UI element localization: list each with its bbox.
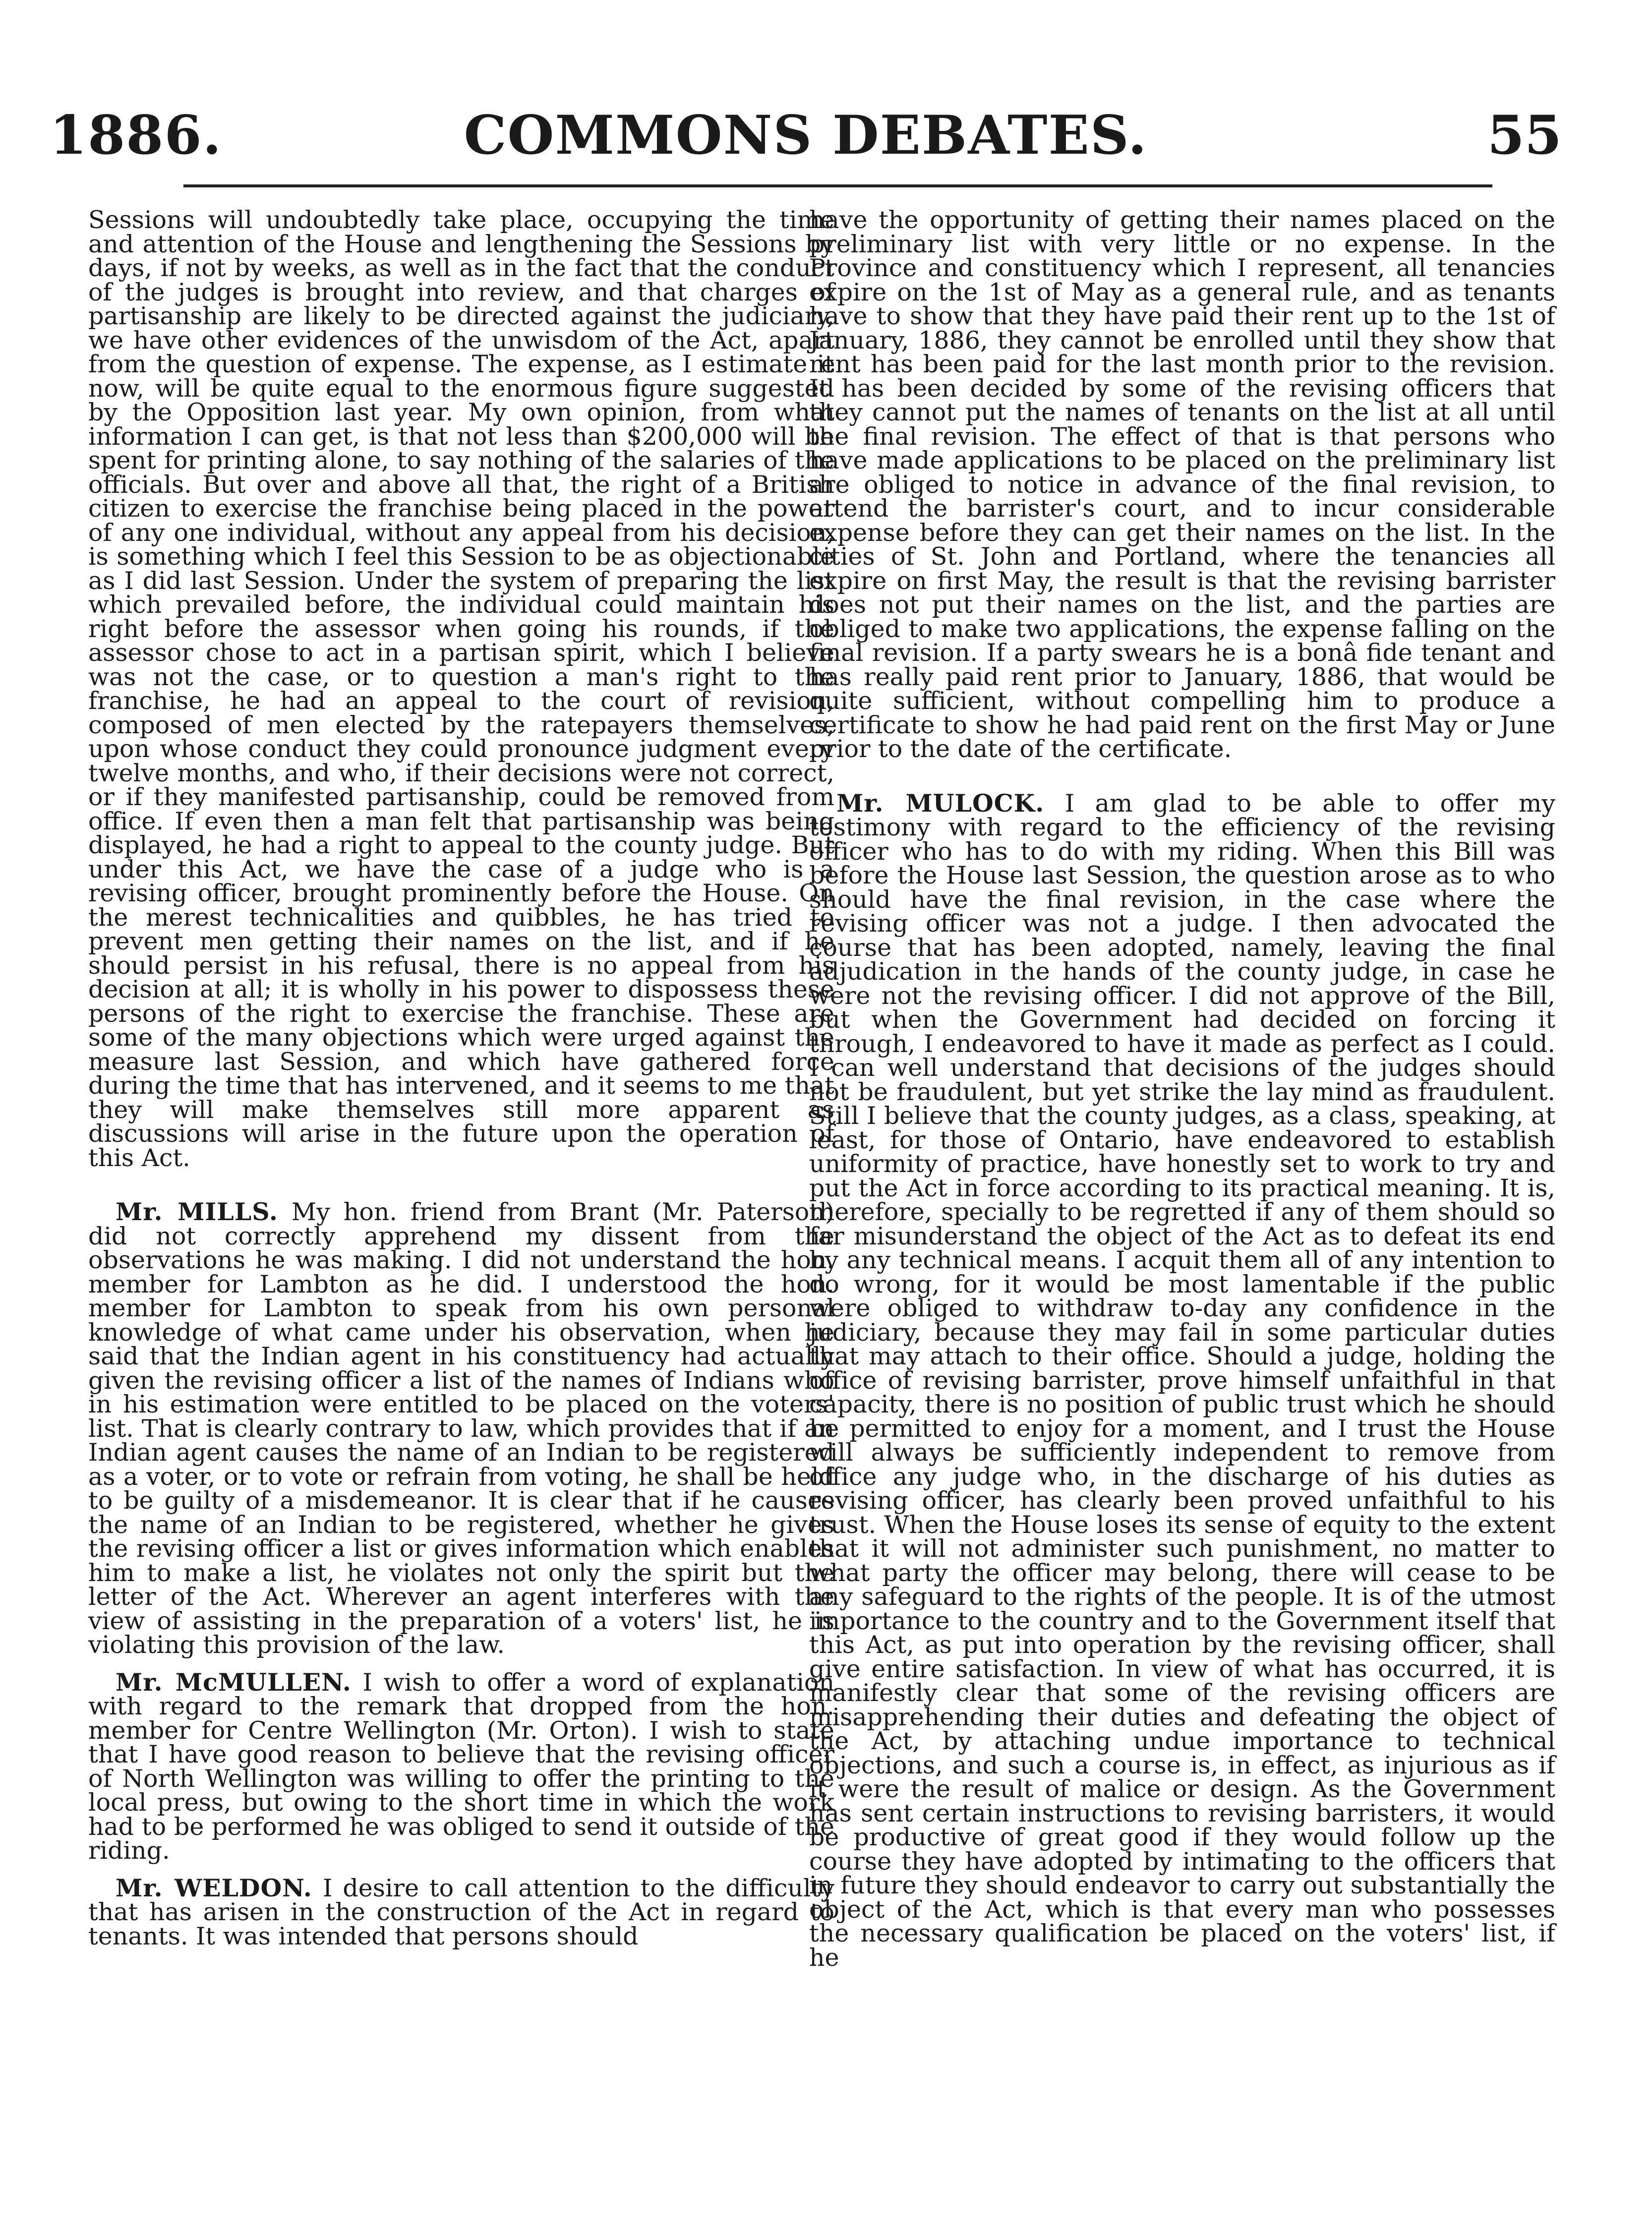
paragraph-mulock xyxy=(809,788,1556,1972)
header-year: 1886. xyxy=(50,104,223,167)
speech-text: I wish to offer a word of explanation with regard to the remark that dropped from the hon. member for Centre Wellington (Mr. Orton). I wish to state that I have good reason to believe that the revising officer of North Wellington was willing to offer the printing to the local press, but owing to the short time in which the work had to be performed he was obliged to send it outside of the riding. xyxy=(88,1668,834,1865)
header-title: COMMONS DEBATES. xyxy=(464,104,1148,167)
paragraph-mcmullen xyxy=(88,1667,834,1865)
left-column xyxy=(88,208,834,1961)
speech-text: I desire to call attention to the difficulty that has arisen in the construction of the Act in regard to tenants. It was intended that persons should xyxy=(88,1874,835,1950)
speaker-name: Mr. MILLS. xyxy=(116,1197,278,1226)
paragraph-weldon xyxy=(88,1873,835,1950)
header-rule xyxy=(183,184,1492,187)
paragraph-continuation: Sessions will undoubtedly take place, occupying the time and attention of the House and lengthening the Sessions by days, if not by weeks, as well as in the fact that the conduct of the judges is brought into review, and that charges of partisanship are likely to be directed against the judiciary, we have other evidences of the unwisdom of the Act, apart from the question of expense. The expense, as I estimate it now, will be quite equal to the enormous figure suggested by the Opposition last year. My own opinion, from what information I can get, is that not less than $200,000 will be spent for printing alone, to say nothing of the salaries of the officials. But over and above all that, the right of a British citizen to exercise the franchise being placed in the power of any one individual, without any appeal from his decision, is something which I feel this Session to be as objectionable as I did last Session. Under the system of preparing the list which prevailed before, the individual could maintain his right before the assessor when going his rounds, if the assessor chose to act in a partisan spirit, which I believe was not the case, or to question a man's right to the franchise, he had an appeal to the court of revision, composed of men elected by the ratepayers themselves, upon whose conduct they could pronounce judgment every twelve months, and who, if their decisions were not correct, or if they manifested partisanship, could be removed from office. If even then a man felt that partisanship was being displayed, he had a right to appeal to the county judge. But under this Act, we have the case of a judge who is a revising officer, brought prominently before the House. On the merest technicalities and quibbles, he has tried to prevent men getting their names on the list, and if he should persist in his refusal, there is no appeal from his decision at all; it is wholly in his power to dispossess these persons of the right to exercise the franchise. These are some of the many objections which were urged against the measure last Session, and which have gathered force during the time that has intervened, and it seems to me that they will make themselves still more apparent as discussions will arise in the future upon the operation of this Act. xyxy=(88,206,834,1172)
header-page-number: 55 xyxy=(1487,104,1562,167)
speaker-name: Mr. WELDON. xyxy=(116,1873,312,1902)
speaker-name: Mr. McMULLEN. xyxy=(116,1667,352,1697)
speech-text: My hon. friend from Brant (Mr. Paterson) did not correctly apprehend my dissent from the observations he was making. I did not understand the hon. member for Lambton as he did. I understood the hon. member for Lambton to speak from his own personal knowledge of what came under his observation, when he said that the Indian agent in his constituency had actually given the revising officer a list of the names of Indians who in his estimation were entitled to be placed on the voters' list. That is clearly contrary to law, which provides that if an Indian agent causes the name of an Indian to be registered as a voter, or to vote or refrain from voting, he shall be held to be guilty of a misdemeanor. It is clear that if he causes the name of an Indian to be registered, whether he gives the revising officer a list or gives information which enables him to make a list, he violates not only the spirit but the letter of the Act. Wherever an agent interferes with the view of assisting in the preparation of a voters' list, he is violating this provision of the law. xyxy=(88,1198,834,1659)
paragraph-weldon-continued: have the opportunity of getting their names placed on the preliminary list with very little or no expense. In the Province and constituency which I represent, all tenancies expire on the 1st of May as a general rule, and as tenants have to show that they have paid their rent up to the 1st of January, 1886, they cannot be enrolled until they show that rent has been paid for the last month prior to the revision. It has been decided by some of the revising officers that they cannot put the names of tenants on the list at all until the final revision. The effect of that is that persons who have made applications to be placed on the preliminary list are obliged to notice in advance of the final revision, to attend the barrister's court, and to incur considerable expense before they can get their names on the list. In the cities of St. John and Portland, where the tenancies all expire on first May, the result is that the revising barrister does not put their names on the list, and the parties are obliged to make two applications, the expense falling on the final revision. If a party swears he is a bonâ fide tenant and has really paid rent prior to January, 1886, that would be quite sufficient, without compelling him to produce a certificate to show he had paid rent on the first May or June prior to the date of the certificate. xyxy=(809,206,1555,763)
speech-text: I am glad to be able to offer my testimony with regard to the efficiency of the revising officer who has to do with my riding. When this Bill was before the House last Session, the question arose as to who should have the final revision, in the case where the revising officer was not a judge. I then advocated the course that has been adopted, namely, leaving the final adjudication in the hands of the county judge, in case he were not the revising officer. I did not approve of the Bill, but when the Government had decided on forcing it through, I endeavored to have it made as perfect as I could. I can well understand that decisions of the judges should not be fraudulent, but yet strike the lay mind as fraudulent. Still I believe that the county judges, as a class, speaking, at least, for those of Ontario, have endeavored to establish uniformity of practice, have honestly set to work to try and put the Act in force according to its practical meaning. It is, therefore, specially to be regretted if any of them should so far misunderstand the object of the Act as to defeat its end by any technical means. I acquit them all of any intention to do wrong, for it would be most lamentable if the public were obliged to withdraw to-day any confidence in the judiciary, because they may fail in some particular duties that may attach to their office. Should a judge, holding the office of revising barrister, prove himself unfaithful in that capacity, there is no position of public trust which he should be permitted to enjoy for a moment, and I trust the House will always be sufficiently independent to remove from office any judge who, in the discharge of his duties as revising officer, has clearly been proved unfaithful to his trust. When the House loses its sense of equity to the extent that it will not administer such punishment, no matter to what party the officer may belong, there will cease to be any safeguard to the rights of the people. It is of the utmost importance to the country and to the Government itself that this Act, as put into operation by the revising officer, shall give entire satisfaction. In view of what has occurred, it is manifestly clear that some of the revising officers are misapprehending their duties and defeating the object of the Act, by attaching undue importance to technical objections, and such a course is, in effect, as injurious as if it were the result of malice or design. As the Government has sent certain instructions to revising barristers, it would be productive of great good if they would follow up the course they have adopted by intimating to the officers that in future they should endeavor to carry out substantially the object of the Act, which is that every man who possesses the necessary qualification be placed on the voters' list, if he xyxy=(809,789,1556,1972)
page-header xyxy=(50,104,1562,183)
right-column xyxy=(809,208,1555,1983)
paragraph-mills xyxy=(88,1197,834,1659)
speaker-name: Mr. MULOCK. xyxy=(836,788,1045,818)
